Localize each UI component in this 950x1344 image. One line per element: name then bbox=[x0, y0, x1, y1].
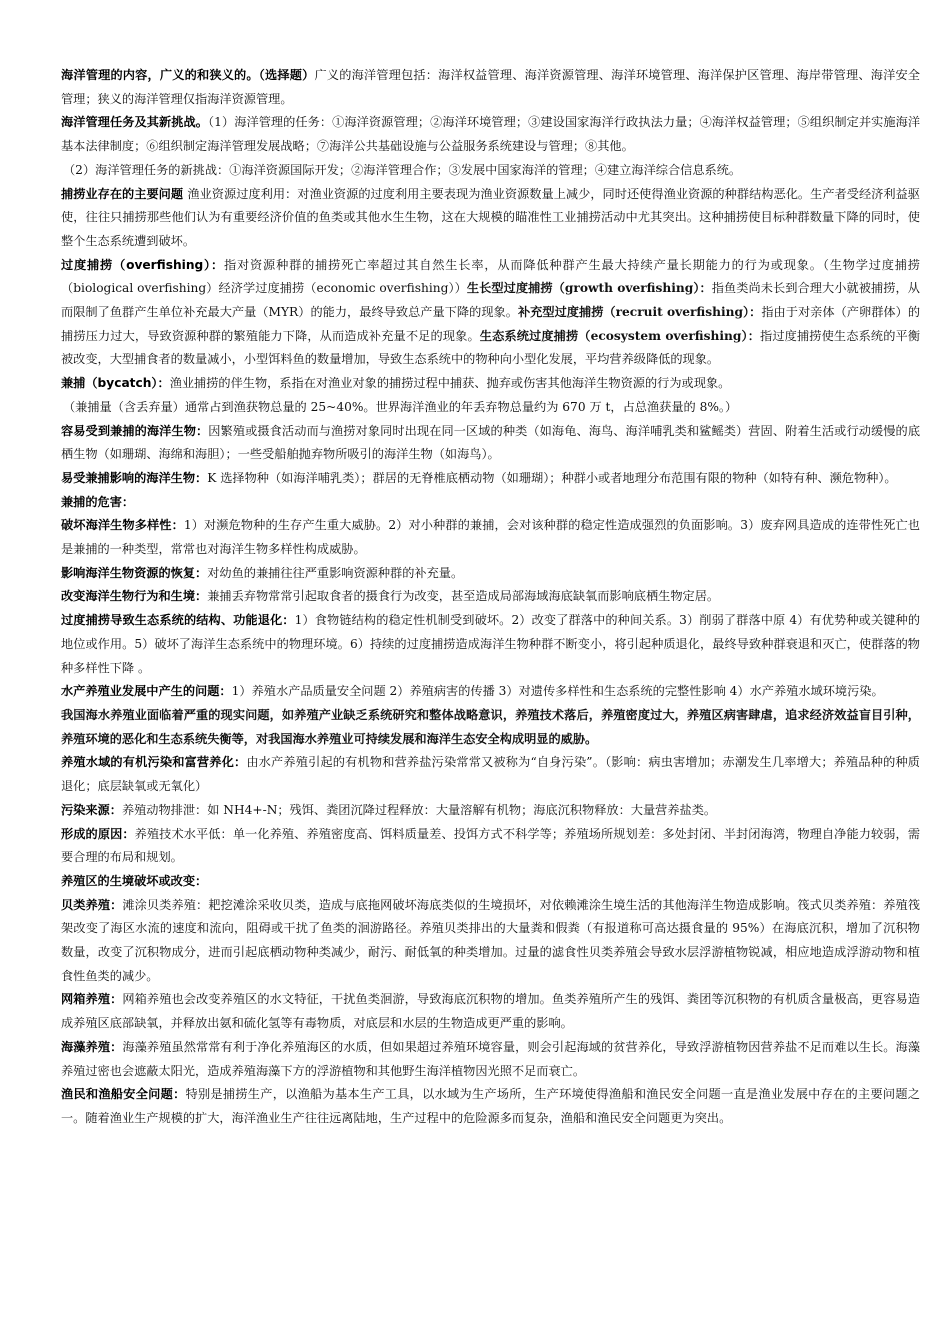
paragraph-text: （1）海洋管理的任务：①海洋资源管理；②海洋环境管理；③建设国家海洋行政执法力量；④海洋权益管理；⑤组织制定并实施海洋基本法律制度；⑥组织制定海洋管理发展战略；⑦海洋公共基础设施与公益服务系统建设与管理；⑧其他。 bbox=[61, 115, 921, 154]
paragraph bbox=[61, 1083, 920, 1130]
paragraph bbox=[61, 799, 920, 823]
paragraph-text: 网箱养殖也会改变养殖区的水文特征，干扰鱼类洄游，导致海底沉积物的增加。鱼类养殖所产生的残饵、粪团等沉积物的有机质含量极高，更容易造成养殖区底部缺氧，并释放出氨和硫化氢等有毒物质，对底层和水层的生物造成更严重的影响。 bbox=[61, 992, 921, 1031]
paragraph bbox=[61, 585, 920, 609]
paragraph-text: 指由于对亲体（产卵群体）的捕捞压力过大，导致资源种群的繁殖能力下降，从而造成补充量不足的现象。 bbox=[61, 305, 921, 343]
paragraph-text: 养殖技术水平低：单一化养殖、养殖密度高、饵料质量差、投饵方式不科学等；养殖场所规划差：多处封闭、半封闭海湾，物理自净能力较弱，需要合理的布局和规划。 bbox=[61, 826, 921, 865]
paragraph-heading: 易受兼捕影响的海洋生物： bbox=[61, 470, 208, 485]
paragraph bbox=[61, 704, 920, 751]
paragraph-heading: 贝类养殖： bbox=[61, 897, 123, 912]
paragraph bbox=[61, 751, 920, 798]
paragraph-heading: 兼捕的危害： bbox=[61, 494, 135, 509]
paragraph bbox=[61, 159, 920, 183]
paragraph-heading: 过度捕捞（overfishing）： bbox=[61, 257, 224, 272]
bold-text: 我国海水养殖业面临着严重的现实问题，如养殖产业缺乏系统研究和整体战略意识，养殖技术落后，养殖密度过大，养殖区病害肆虐，追求经济效益盲目引种，养殖环境的恶化和生态系统失衡等，对我国海水养殖业可持续发展和海洋生态安全构成明显的威胁。 bbox=[61, 707, 920, 746]
paragraph-text: 由水产养殖引起的有机物和营养盐污染常常又被称为“自身污染”。（影响：病虫害增加；赤潮发生几率增大；养殖品种的种质退化；底层缺氧或无氧化） bbox=[61, 755, 920, 794]
paragraph-heading: 海洋管理任务及其新挑战。 bbox=[61, 115, 208, 130]
paragraph-text: 1）食物链结构的稳定性机制受到破坏。2）改变了群落中的种间关系。3）削弱了群落中原 4）有优势种或关键种的地位或作用。5）破坏了海洋生态系统中的物理环境。6）持续的过度捕捞造成海洋生物种群不断变小，将引起种质退化，最终导致种群衰退和灭亡，使群落的物种多样性下降 。 bbox=[61, 613, 921, 675]
paragraph bbox=[61, 870, 920, 894]
paragraph-heading: 影响海洋生物资源的恢复： bbox=[61, 565, 208, 580]
paragraph bbox=[61, 254, 920, 373]
bold-text: 生态系统过度捕捞（ecosystem overfishing）： bbox=[479, 328, 761, 343]
paragraph-heading: 捕捞业存在的主要问题 bbox=[61, 186, 188, 201]
paragraph bbox=[61, 183, 920, 254]
paragraph bbox=[61, 823, 920, 870]
bold-text: 补充型过度捕捞（recruit overfishing）： bbox=[517, 305, 762, 320]
paragraph-text: 海藻养殖虽然常常有利于净化养殖海区的水质，但如果超过养殖环境容量，则会引起海域的贫营养化，导致浮游植物因营养盐不足而难以生长。海藻养殖过密也会遮蔽太阳光，造成养殖海藻下方的浮游植物和其他野生海洋植物因光照不足而衰亡。 bbox=[61, 1039, 921, 1078]
paragraph bbox=[61, 988, 920, 1035]
paragraph-heading: 海洋管理的内容，广义的和狭义的。（选择题） bbox=[61, 68, 315, 82]
paragraph-text: 1）养殖水产品质量安全问题 2）养殖病害的传播 3）对遗传多样性和生态系统的完整性影响 4）水产养殖水域环境污染。 bbox=[231, 684, 884, 699]
paragraph-text: （2）海洋管理任务的新挑战：①海洋资源国际开发；②海洋管理合作；③发展中国家海洋的管理；④建立海洋综合信息系统。 bbox=[63, 162, 742, 177]
bold-text: 生长型过度捕捞（growth overfishing）： bbox=[466, 281, 712, 296]
paragraph-text: 指对资源种群的捕捞死亡率超过其自然生长率，从而降低种群产生最大持续产量长期能力的行为或现象。（生物学过度捕捞（biological overfishing）经济学过度捕捞（economic overfishing）） bbox=[61, 257, 920, 296]
paragraph-text: 因繁殖或摄食活动而与渔捞对象同时出现在同一区域的种类（如海龟、海鸟、海洋哺乳类和鲨鳐类）营固、附着生活或行动缓慢的底栖生物（如珊瑚、海绵和海胆）；一些受船舶抛弃物所吸引的海洋生物（如海鸟）。 bbox=[61, 423, 921, 462]
paragraph-text: 广义的海洋管理包括：海洋权益管理、海洋资源管理、海洋环境管理、海洋保护区管理、海岸带管理、海洋安全管理；狭义的海洋管理仅指海洋资源管理。 bbox=[61, 68, 920, 106]
paragraph-text: 对幼鱼的兼捕往往严重影响资源种群的补充量。 bbox=[207, 565, 464, 580]
paragraph-text: 指过度捕捞使生态系统的平衡被改变，大型捕食者的数量减小，小型饵料鱼的数量增加，导致生态系统中的物种向小型化发展，平均营养级降低的现象。 bbox=[61, 328, 921, 367]
paragraph bbox=[61, 1036, 920, 1083]
paragraph-text: K 选择物种（如海洋哺乳类）；群居的无脊椎底栖动物（如珊瑚）；种群小或者地理分布范围有限的物种（如特有种、濒危物种）。 bbox=[207, 470, 897, 485]
paragraph-text: 养殖动物排泄：如 NH4+-N；残饵、粪团沉降过程释放：大量溶解有机物；海底沉积物释放：大量营养盐类。 bbox=[121, 802, 717, 817]
paragraph bbox=[61, 609, 920, 680]
paragraph-heading: 改变海洋生物行为和生境： bbox=[61, 589, 208, 604]
paragraph-heading: 渔民和渔船安全问题： bbox=[61, 1087, 186, 1102]
paragraph-heading: 兼捕（bycatch）： bbox=[61, 376, 170, 391]
paragraph bbox=[61, 491, 920, 515]
paragraph bbox=[61, 680, 920, 704]
paragraph bbox=[61, 562, 920, 586]
paragraph-text: 滩涂贝类养殖：耙挖滩涂采收贝类，造成与底拖网破坏海底类似的生境损坏，对依赖滩涂生境生活的其他海洋生物造成影响。筏式贝类养殖：养殖筏架改变了海区水流的速度和流向，阻碍或干扰了鱼类的洄游路径。养殖贝类排出的大量粪和假粪（有报道称可高达摄食量的 95%）在海底沉积，增加了沉积物数量，改变了沉积物成分，进而引起底栖动物种类减少，耐污、耐低氧的种类增加。过量的滤食性贝类养殖会导致水层浮游植物锐减，相应地造成浮游动物和植食性鱼类的减少。 bbox=[61, 897, 921, 983]
paragraph-heading: 养殖水域的有机污染和富营养化： bbox=[61, 755, 247, 770]
paragraph-text: 渔业捕捞的伴生物，系指在对渔业对象的捕捞过程中捕获、抛弃或伤害其他海洋生物资源的行为或现象。 bbox=[169, 376, 731, 391]
paragraph-heading: 海藻养殖： bbox=[61, 1039, 123, 1054]
paragraph-heading: 容易受到兼捕的海洋生物： bbox=[61, 423, 209, 438]
paragraph-text: 兼捕丢弃物常常引起取食者的摄食行为改变，甚至造成局部海域海底缺氧而影响底栖生物定居。 bbox=[207, 589, 720, 604]
paragraph-heading: 过度捕捞导致生态系统的结构、功能退化： bbox=[61, 613, 295, 628]
paragraph bbox=[61, 514, 920, 561]
paragraph-heading: 水产养殖业发展中产生的问题： bbox=[61, 684, 232, 699]
paragraph-heading: 破坏海洋生物多样性： bbox=[61, 518, 184, 533]
paragraph bbox=[61, 64, 920, 111]
paragraph-text: 渔业资源过度利用：对渔业资源的过度利用主要表现为渔业资源数量上减少，同时还使得渔业资源的种群结构恶化。生产者受经济利益驱使，往往只捕捞那些他们认为有重要经济价值的鱼类或其他水生生物，这在大规模的瞄准性工业捕捞活动中尤其突出。这种捕捞使目标种群数量下降的同时，使整个生态系统遭到破坏。 bbox=[61, 186, 920, 248]
paragraph bbox=[61, 420, 920, 467]
paragraph bbox=[61, 396, 920, 420]
paragraph-text: 指鱼类尚未长到合理大小就被捕捞，从而限制了鱼群产生单位补充最大产量（MYR）的能力，最终导致总产量下降的现象。 bbox=[61, 281, 920, 320]
paragraph-heading: 污染来源： bbox=[61, 802, 122, 817]
paragraph-text: （兼捕量（含丢弃量）通常占到渔获物总量的 25~40%。世界海洋渔业的年丢弃物总量约为 670 万 t，占总渔获量的 8%。） bbox=[63, 399, 738, 414]
paragraph bbox=[61, 111, 920, 158]
paragraph bbox=[61, 894, 920, 989]
paragraph-heading: 形成的原因： bbox=[61, 826, 135, 841]
paragraph-text: 1）对濒危物种的生存产生重大威胁。2）对小种群的兼捕，会对该种群的稳定性造成强烈的负面影响。3）废弃网具造成的连带性死亡也是兼捕的一种类型，常常也对海洋生物多样性构成威胁。 bbox=[61, 518, 920, 557]
paragraph-heading: 养殖区的生境破坏或改变： bbox=[61, 873, 208, 888]
paragraph bbox=[61, 372, 920, 396]
paragraph-heading: 网箱养殖： bbox=[61, 992, 123, 1007]
paragraph bbox=[61, 467, 920, 491]
paragraph-text: 特别是捕捞生产，以渔船为基本生产工具，以水域为生产场所，生产环境使得渔船和渔民安全问题一直是渔业发展中存在的主要问题之一。随着渔业生产规模的扩大，海洋渔业生产往往远离陆地，生产过程中的危险源多而复杂，渔船和渔民安全问题更为突出。 bbox=[61, 1087, 920, 1125]
